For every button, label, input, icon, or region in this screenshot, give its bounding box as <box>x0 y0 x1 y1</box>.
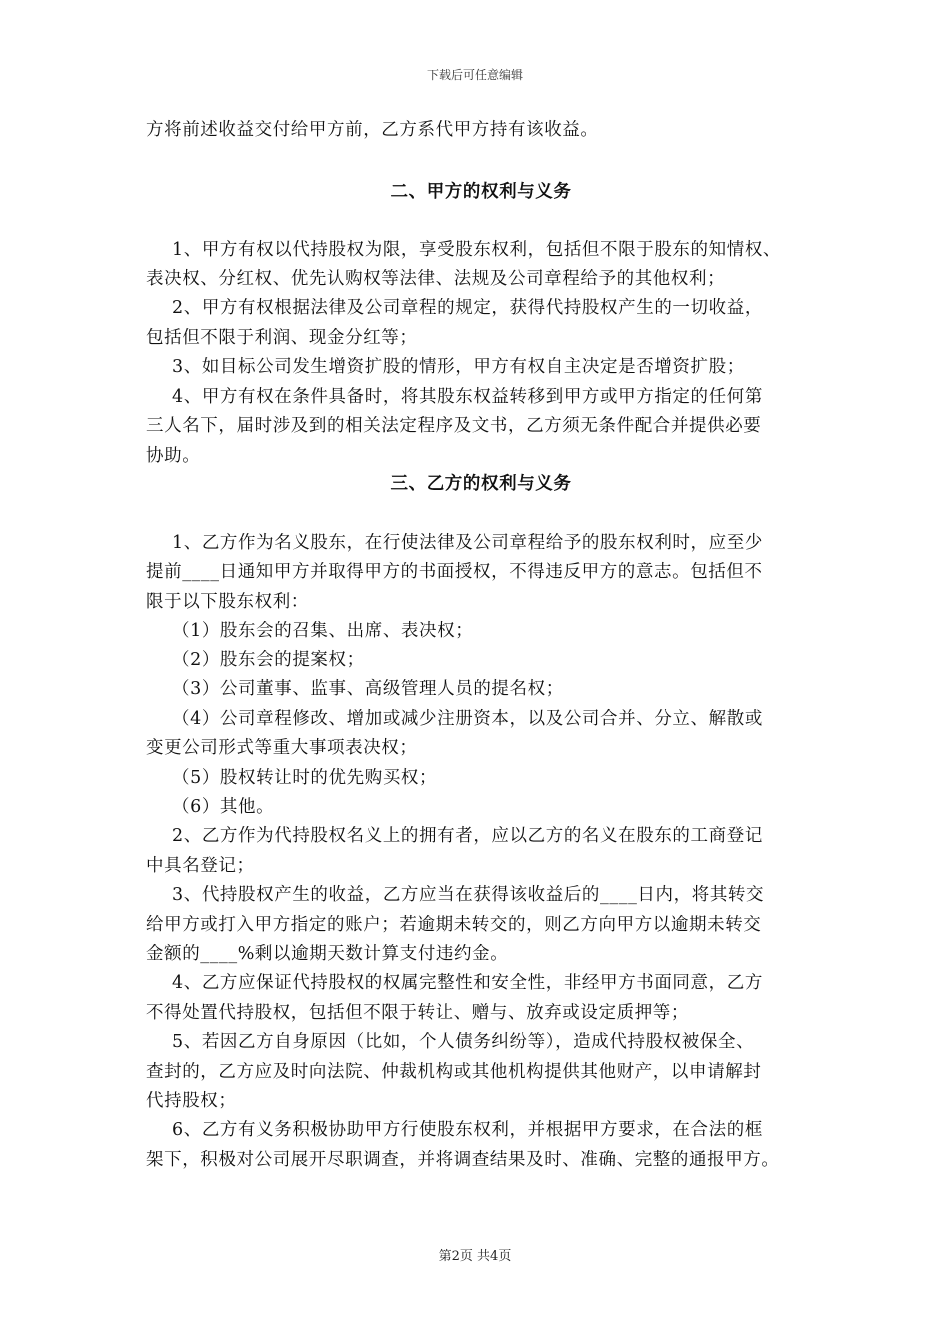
section-heading: 二、甲方的权利与义务 <box>390 182 572 202</box>
paragraph-line: （1）股东会的召集、出席、表决权； <box>172 621 474 641</box>
paragraph-line: 变更公司形式等重大事项表决权； <box>146 738 418 758</box>
paragraph-line: 代持股权； <box>146 1091 237 1111</box>
paragraph-line: 4、甲方有权在条件具备时，将其股东权益转移到甲方或甲方指定的任何第 <box>172 387 763 407</box>
paragraph-line: 4、乙方应保证代持股权的权属完整性和安全性，非经甲方书面同意，乙方 <box>172 973 763 993</box>
paragraph-line: 2、甲方有权根据法律及公司章程的规定，获得代持股权产生的一切收益， <box>172 298 763 318</box>
paragraph-line: 1、甲方有权以代持股权为限，享受股东权利，包括但不限于股东的知情权、 <box>172 240 782 260</box>
paragraph-line: （4）公司章程修改、增加或减少注册资本，以及公司合并、分立、解散或 <box>172 709 763 729</box>
paragraph-line: （2）股东会的提案权； <box>172 650 365 670</box>
paragraph-line: 协助。 <box>146 446 201 466</box>
paragraph-line: 金额的____%剩以逾期天数计算支付违约金。 <box>146 944 509 964</box>
paragraph-line: 查封的，乙方应及时向法院、仲裁机构或其他机构提供其他财产，以申请解封 <box>146 1062 762 1082</box>
paragraph-line: 限于以下股东权利： <box>146 592 309 612</box>
page-footer: 第2页 共4页 <box>438 1249 512 1264</box>
paragraph-line: 3、代持股权产生的收益，乙方应当在获得该收益后的____日内，将其转交 <box>172 885 765 905</box>
paragraph-line: 不得处置代持股权，包括但不限于转让、赠与、放弃或设定质押等； <box>146 1003 689 1023</box>
paragraph-line: 三人名下，届时涉及到的相关法定程序及文书，乙方须无条件配合并提供必要 <box>146 416 762 436</box>
paragraph-line: 3、如目标公司发生增资扩股的情形，甲方有权自主决定是否增资扩股； <box>172 357 745 377</box>
paragraph-line: 架下，积极对公司展开尽职调查，并将调查结果及时、准确、完整的通报甲方。 <box>146 1150 780 1170</box>
paragraph-line: 1、乙方作为名义股东，在行使法律及公司章程给予的股东权利时，应至少 <box>172 533 763 553</box>
paragraph-line: 5、若因乙方自身原因（比如，个人债务纠纷等），造成代持股权被保全、 <box>172 1032 755 1052</box>
paragraph-line: 给甲方或打入甲方指定的账户；若逾期未转交的，则乙方向甲方以逾期未转交 <box>146 915 762 935</box>
section-heading: 三、乙方的权利与义务 <box>390 474 572 494</box>
paragraph-line: 提前____日通知甲方并取得甲方的书面授权，不得违反甲方的意志。包括但不 <box>146 562 763 582</box>
paragraph-line: 方将前述收益交付给甲方前，乙方系代甲方持有该收益。 <box>146 120 599 140</box>
paragraph-line: 2、乙方作为代持股权名义上的拥有者，应以乙方的名义在股东的工商登记 <box>172 826 763 846</box>
paragraph-line: 中具名登记； <box>146 856 255 876</box>
paragraph-line: （5）股权转让时的优先购买权； <box>172 768 438 788</box>
paragraph-line: （6）其他。 <box>172 797 275 817</box>
paragraph-line: 6、乙方有义务积极协助甲方行使股东权利，并根据甲方要求，在合法的框 <box>172 1120 763 1140</box>
page-header: 下载后可任意编辑 <box>426 68 523 82</box>
paragraph-line: 表决权、分红权、优先认购权等法律、法规及公司章程给予的其他权利； <box>146 269 726 289</box>
paragraph-line: （3）公司董事、监事、高级管理人员的提名权； <box>172 679 564 699</box>
paragraph-line: 包括但不限于利润、现金分红等； <box>146 328 418 348</box>
